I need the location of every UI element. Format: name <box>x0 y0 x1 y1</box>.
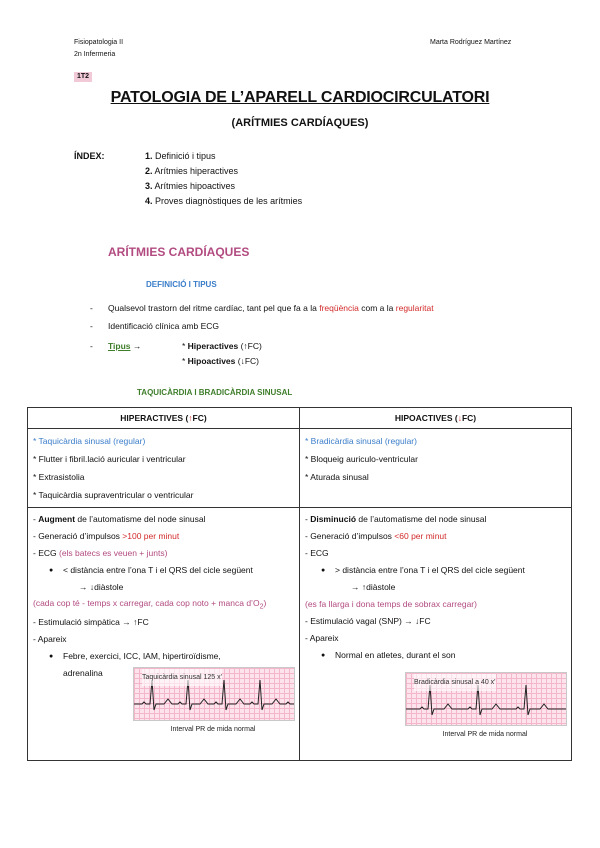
list-item: * Bloqueig auriculo-ventricular <box>305 454 418 464</box>
type-hypoactive: * Hipoactives (↓FC) <box>182 356 259 366</box>
definition-dash: - <box>90 341 93 351</box>
index-label: ÍNDEX: <box>74 151 105 161</box>
course-name: Fisiopatologia II <box>74 39 124 46</box>
detail-line: - ECG (els batecs es veuen + junts) <box>33 548 168 558</box>
detail-bullet: ● Normal en atletes, durant el son <box>305 647 566 664</box>
detail-line: - Estimulació vagal (SNP) → ↓FC <box>305 616 431 626</box>
ecg-block-right <box>305 664 566 750</box>
detail-line: adrenalina <box>63 667 103 678</box>
topic-tag: 1T2 <box>74 72 92 82</box>
hypo-types-cell <box>300 429 572 508</box>
green-subtitle: TAQUICÀRDIA I BRADICÀRDIA SINUSAL <box>137 388 293 397</box>
definition-dash: - <box>90 303 93 313</box>
index-list <box>145 149 302 209</box>
list-item: * Taquicàrdia sinusal (regular) <box>33 436 146 446</box>
definition-dash: - <box>90 321 93 331</box>
detail-bullet: ● > distància entre l’ona T i el QRS del cicle següent <box>305 562 566 579</box>
hyper-types-cell <box>28 429 300 508</box>
ecg-caption: Interval PR de mida normal <box>442 731 528 738</box>
detail-line: - Disminució de l’automatisme del node sinusal <box>305 514 487 524</box>
definition-line-2: Identificació clínica amb ECG <box>108 321 220 331</box>
detail-note: (cada cop té - temps x carregar, cada cop noto + manca $d’O_2$) <box>33 598 267 611</box>
detail-line: - Augment de l’automatisme del node sinusal <box>33 514 206 524</box>
detail-line: - ECG <box>305 548 329 558</box>
detail-line: - Apareix <box>33 633 67 644</box>
ecg-label: Bradicàrdia sinusal a 40 x' <box>414 674 496 691</box>
header-hypoactive: HIPOACTIVES (↓FC) <box>300 408 572 429</box>
detail-line: - Apareix <box>305 633 339 643</box>
ecg-label: Taquicàrdia sinusal 125 x' <box>142 669 222 686</box>
author-name: Marta Rodríguez Martínez <box>430 39 512 46</box>
index-item: 4. Proves diagnòstiques de les arítmies <box>145 196 303 206</box>
list-item: * Extrasistolia <box>33 472 85 482</box>
hypo-detail-cell <box>300 508 572 761</box>
detail-line: → ↑diàstole <box>351 582 396 592</box>
header-hyperactive: HIPERACTIVES (↑FC) <box>28 408 300 429</box>
detail-line: → ↓diàstole <box>79 582 124 592</box>
index-item: 1. Definició i tipus <box>145 151 216 161</box>
hyper-detail-cell <box>28 508 300 761</box>
detail-line: - Generació d’impulsos <60 per minut <box>305 531 447 541</box>
page-title: PATOLOGIA DE L’APARELL CARDIOCIRCULATORI <box>110 89 490 106</box>
list-item: * Bradicàrdia sinusal (regular) <box>305 436 417 446</box>
list-item: * Taquicàrdia supraventricular o ventricular <box>33 490 194 500</box>
subsection-title: DEFINICIÓ I TIPUS <box>146 280 217 289</box>
ecg-bradycardia-strip <box>405 672 567 726</box>
detail-line: - Estimulació simpàtica → ↑FC <box>33 616 149 627</box>
type-hyperactive: * Hiperactives (↑FC) <box>182 341 262 351</box>
types-label: Tipus → <box>108 341 142 351</box>
detail-line: - Generació d’impulsos >100 per minut <box>33 531 180 541</box>
detail-bullet: ● < distància entre l’ona T i el QRS del cicle següent <box>33 562 294 579</box>
section-title: ARÍTMIES CARDÍAQUES <box>108 245 250 259</box>
index-item: 2. Arítmies hiperactives <box>145 166 239 176</box>
comparison-table <box>27 407 572 761</box>
detail-bullet: ● Febre, exercici, ICC, IAM, hipertiroïdisme, <box>33 648 294 665</box>
detail-note: (es fa llarga i dona temps de sobrax carregar) <box>305 599 477 609</box>
course-year: 2n Infermeria <box>74 51 116 58</box>
list-item: * Flutter i fibril.lació auricular i ventricular <box>33 454 186 464</box>
ecg-caption: Interval PR de mida normal <box>170 725 256 733</box>
index-item: 3. Arítmies hipoactives <box>145 181 236 191</box>
definition-line-1: Qualsevol trastorn del ritme cardíac, tant pel que fa a la freqüència com a la regularitat <box>108 303 434 313</box>
list-item: * Aturada sinusal <box>305 472 369 482</box>
ecg-block-left <box>33 665 294 735</box>
page-subtitle: (ARÍTMIES CARDÍAQUES) <box>231 117 369 129</box>
ecg-tachycardia-strip <box>133 667 295 721</box>
